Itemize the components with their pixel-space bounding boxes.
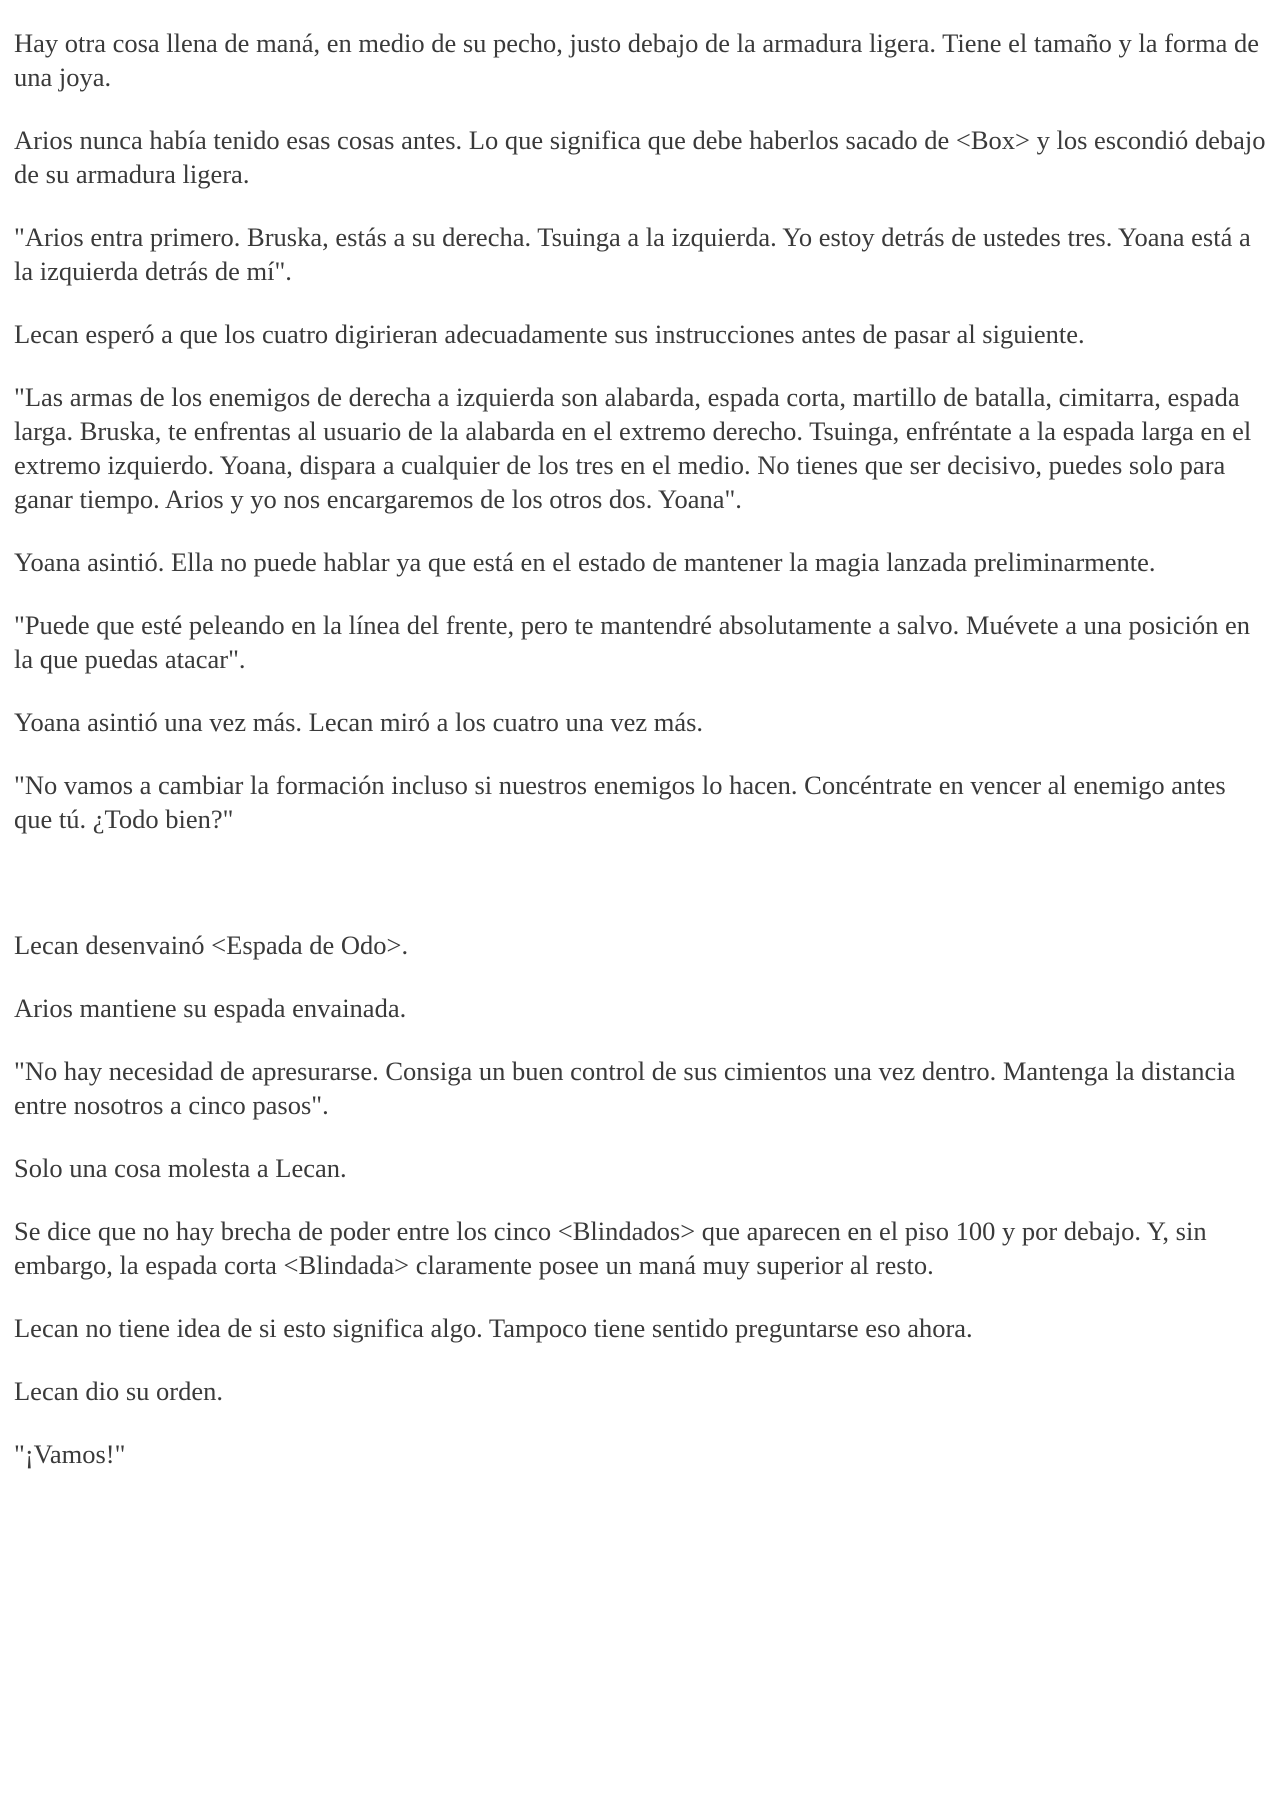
paragraph: "Las armas de los enemigos de derecha a izquierda son alabarda, espada corta, martillo de batalla, cimitarra, espada larga. Bruska, te enfrentas al usuario de la alabarda en el extremo derecho. Tsuinga, enfréntate a la espada larga en el extremo izquierdo. Yoana, dispara a cualquier de los tres en el medio. No tienes que ser decisivo, puedes solo para ganar tiempo. Arios y yo nos encargaremos de los otros dos. Yoana".	[14, 382, 1252, 514]
paragraph: "Puede que esté peleando en la línea del frente, pero te mantendré absolutamente a salvo. Muévete a una posición en la que puedas atacar".	[14, 610, 1250, 674]
document-body	[14, 26, 1266, 1500]
paragraph: Lecan esperó a que los cuatro digirieran adecuadamente sus instrucciones antes de pasar al siguiente.	[14, 319, 1085, 349]
section-break	[14, 865, 1266, 928]
paragraph: "¡Vamos!"	[14, 1439, 126, 1469]
paragraph: Solo una cosa molesta a Lecan.	[14, 1153, 347, 1183]
paragraph: "Arios entra primero. Bruska, estás a su derecha. Tsuinga a la izquierda. Yo estoy detrás de ustedes tres. Yoana está a la izquierda detrás de mí".	[14, 222, 1251, 286]
paragraph: Yoana asintió. Ella no puede hablar ya que está en el estado de mantener la magia lanzada preliminarmente.	[14, 547, 1156, 577]
paragraph: Lecan dio su orden.	[14, 1376, 223, 1406]
paragraph: Se dice que no hay brecha de poder entre los cinco <Blindados> que aparecen en el piso 100 y por debajo. Y, sin embargo, la espada corta <Blindada> claramente posee un maná muy superior al resto.	[14, 1216, 1207, 1280]
paragraph: "No vamos a cambiar la formación incluso si nuestros enemigos lo hacen. Concéntrate en vencer al enemigo antes que tú. ¿Todo bien?"	[14, 770, 1226, 834]
paragraph: Arios nunca había tenido esas cosas antes. Lo que significa que debe haberlos sacado de <Box> y los escondió debajo de su armadura ligera.	[14, 125, 1266, 189]
paragraph: Lecan no tiene idea de si esto significa algo. Tampoco tiene sentido preguntarse eso ahora.	[14, 1313, 973, 1343]
paragraph: Yoana asintió una vez más. Lecan miró a los cuatro una vez más.	[14, 707, 704, 737]
paragraph: "No hay necesidad de apresurarse. Consiga un buen control de sus cimientos una vez dentro. Mantenga la distancia entre nosotros a cinco pasos".	[14, 1056, 1236, 1120]
paragraph: Arios mantiene su espada envainada.	[14, 993, 407, 1023]
paragraph: Hay otra cosa llena de maná, en medio de su pecho, justo debajo de la armadura ligera. Tiene el tamaño y la forma de una joya.	[14, 28, 1260, 92]
paragraph: Lecan desenvainó <Espada de Odo>.	[14, 930, 409, 960]
